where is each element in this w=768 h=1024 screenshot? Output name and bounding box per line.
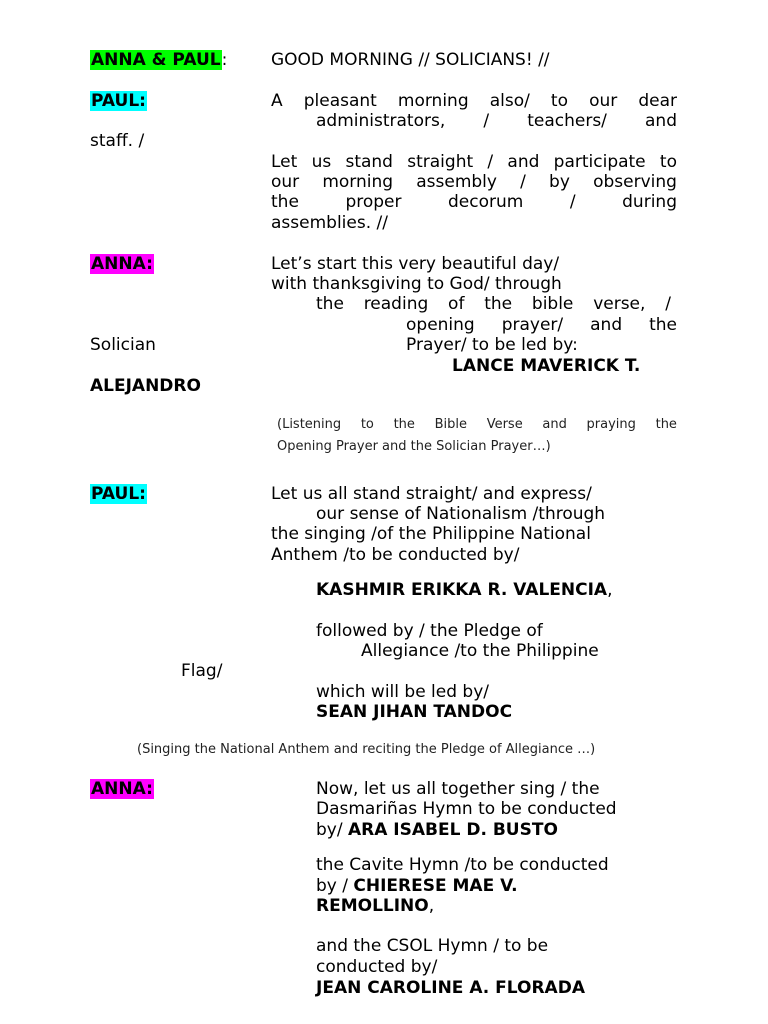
- paul-label: PAUL:: [91, 91, 146, 111]
- word: our: [589, 91, 618, 111]
- comma: ,: [607, 580, 613, 600]
- word: /: [487, 152, 494, 172]
- word: us: [311, 152, 332, 172]
- script-line: our sense of Nationalism /through: [316, 504, 606, 524]
- stage-direction: Opening Prayer and the Solician Prayer…): [277, 439, 551, 454]
- word: stand: [345, 152, 393, 172]
- script-line: [316, 580, 612, 600]
- word: morning: [397, 91, 469, 111]
- word: Verse: [486, 417, 523, 432]
- script-line: Let’s start this very beautiful day/: [271, 254, 560, 274]
- script-line: [316, 820, 558, 840]
- script-line: followed by / the Pledge of: [316, 621, 543, 641]
- person-name: ALEJANDRO: [90, 376, 201, 396]
- script-line: [271, 152, 677, 172]
- word: the: [484, 294, 513, 314]
- speaker-label-anna-paul: ANNA & PAUL: [91, 50, 221, 70]
- script-line: [316, 294, 671, 314]
- script-line: [271, 192, 677, 212]
- greeting-text: GOOD MORNING // SOLICIANS! //: [271, 50, 550, 70]
- script-line: staff. /: [90, 131, 145, 151]
- script-line: Prayer/ to be led by:: [406, 335, 578, 355]
- stage-direction: (Singing the National Anthem and reciting the Pledge of Allegiance …): [137, 742, 596, 757]
- word: observing: [593, 172, 677, 192]
- person-name: CHIERESE MAE V.: [353, 876, 518, 896]
- word: the: [271, 192, 299, 212]
- word: to: [659, 152, 677, 172]
- anna-label: ANNA:: [91, 779, 153, 799]
- word: A: [271, 91, 283, 111]
- word: Let: [271, 152, 298, 172]
- script-line: Let us all stand straight/ and express/: [271, 484, 592, 504]
- word: assembly: [416, 172, 497, 192]
- word: decorum: [448, 192, 524, 212]
- script-line: the Cavite Hymn /to be conducted: [316, 855, 609, 875]
- person-name: JEAN CAROLINE A. FLORADA: [316, 978, 585, 998]
- word: Bible: [434, 417, 468, 432]
- speaker-label-anna: [90, 254, 154, 274]
- anna-label: ANNA:: [91, 254, 153, 274]
- script-line: and the CSOL Hymn / to be: [316, 936, 549, 956]
- word: bible: [531, 294, 574, 314]
- script-line: Anthem /to be conducted by/: [271, 545, 520, 565]
- colon: :: [221, 50, 228, 70]
- word: pleasant: [303, 91, 377, 111]
- script-line: [271, 91, 677, 111]
- word: to: [550, 91, 568, 111]
- word: administrators,: [316, 111, 446, 131]
- word: straight: [407, 152, 474, 172]
- script-line: with thanksgiving to God/ through: [271, 274, 562, 294]
- person-name: SEAN JIHAN TANDOC: [316, 702, 513, 722]
- word: prayer/: [501, 315, 564, 335]
- word: of: [448, 294, 465, 314]
- by-text: by /: [316, 876, 354, 896]
- speaker-label-paul: [90, 91, 147, 111]
- word: our: [271, 172, 300, 192]
- word: and: [590, 315, 623, 335]
- word: morning: [322, 172, 394, 192]
- word: and: [507, 152, 540, 172]
- script-line: Flag/: [181, 661, 223, 681]
- word: praying: [586, 417, 636, 432]
- word: /: [483, 111, 490, 131]
- script-line: Dasmariñas Hymn to be conducted: [316, 799, 617, 819]
- word: the: [655, 417, 677, 432]
- person-name: LANCE MAVERICK T.: [452, 356, 641, 376]
- script-line: the singing /of the Philippine National: [271, 524, 591, 544]
- person-name: REMOLLINO: [316, 896, 429, 916]
- script-line: which will be led by/: [316, 682, 490, 702]
- word: teachers/: [527, 111, 607, 131]
- word: the: [393, 417, 415, 432]
- word: proper: [345, 192, 402, 212]
- word: and: [542, 417, 567, 432]
- word: /: [569, 192, 576, 212]
- speaker-label-anna: [90, 779, 154, 799]
- speaker-label-paul: [90, 484, 147, 504]
- comma: ,: [428, 896, 435, 916]
- word: also/: [489, 91, 530, 111]
- word: /: [520, 172, 526, 192]
- script-line: assemblies. //: [271, 213, 388, 233]
- word: to: [360, 417, 374, 432]
- word: /: [665, 294, 671, 314]
- script-line: Now, let us all together sing / the: [316, 779, 600, 799]
- speaker-line-anna-paul: [90, 50, 227, 70]
- script-line: [316, 896, 434, 916]
- word: opening: [406, 315, 475, 335]
- script-line: conducted by/: [316, 957, 438, 977]
- by-text: by/: [316, 820, 348, 840]
- script-line: [316, 111, 677, 131]
- word: verse,: [593, 294, 646, 314]
- script-line: [316, 876, 518, 896]
- word: participate: [553, 152, 646, 172]
- word: (Listening: [277, 417, 342, 432]
- word: the: [649, 315, 677, 335]
- script-line: Solician: [90, 335, 156, 355]
- word: by: [549, 172, 570, 192]
- paul-label: PAUL:: [91, 484, 146, 504]
- person-name: KASHMIR ERIKKA R. VALENCIA: [316, 580, 608, 600]
- word: the: [316, 294, 344, 314]
- word: during: [622, 192, 677, 212]
- script-line: [271, 172, 677, 192]
- person-name: ARA ISABEL D. BUSTO: [347, 820, 558, 840]
- word: reading: [363, 294, 429, 314]
- word: and: [645, 111, 677, 131]
- word: dear: [638, 91, 677, 111]
- script-line: Allegiance /to the Philippine: [361, 641, 599, 661]
- stage-direction: [277, 415, 677, 435]
- script-line: [406, 315, 677, 335]
